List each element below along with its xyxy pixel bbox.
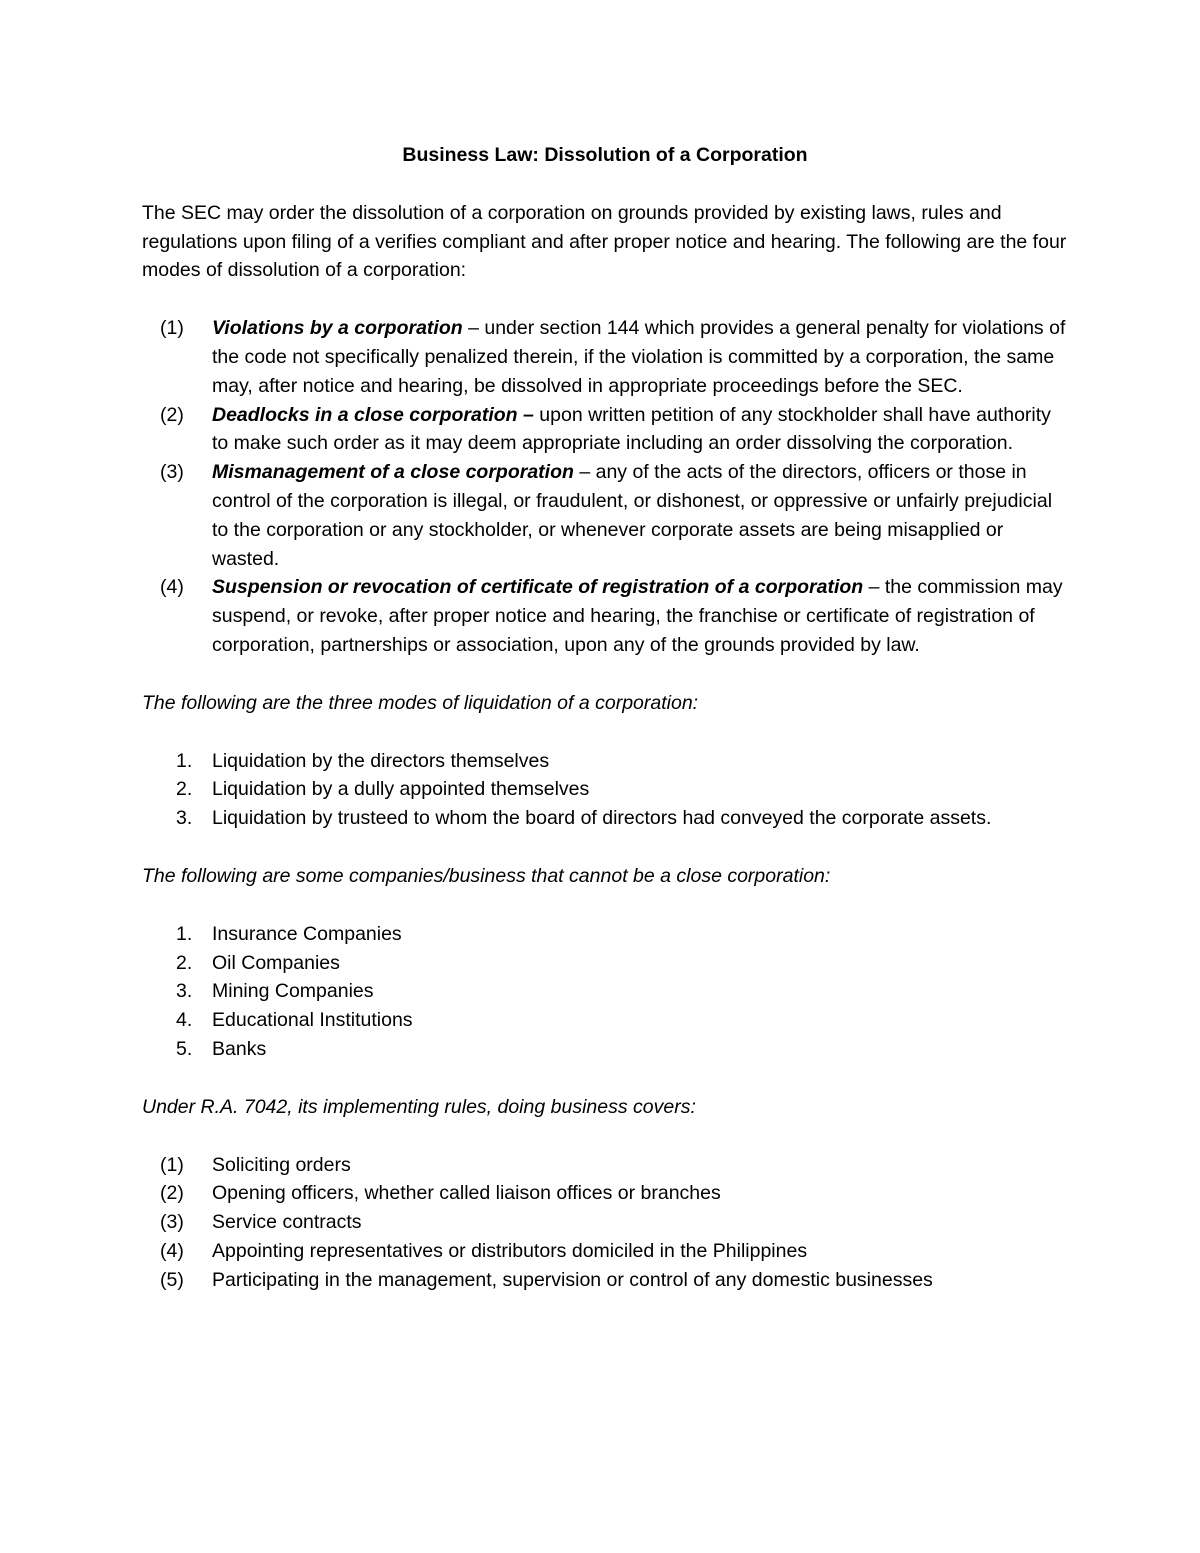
list-item-term: Mismanagement of a close corporation xyxy=(212,461,574,484)
list-item-number: (5) xyxy=(160,1268,184,1291)
list-item-number: 3. xyxy=(176,980,193,1003)
list-item-number: (1) xyxy=(160,1153,184,1176)
not-close-corporation-heading: The following are some companies/business that cannot be a close corporation: xyxy=(142,864,831,887)
list-item xyxy=(142,1237,1072,1266)
list-item-text: upon written petition of any stockholder shall have authority to make such order as it may deem appropriate including an order dissolving the corporation. xyxy=(212,403,1051,455)
dissolution-modes-list xyxy=(142,314,1072,660)
list-item xyxy=(142,949,1072,978)
list-item-text: Oil Companies xyxy=(212,951,340,974)
list-item-text: Service contracts xyxy=(212,1211,362,1234)
list-item-dash: – xyxy=(462,317,485,340)
list-item-number: 1. xyxy=(176,922,193,945)
list-item-text: Liquidation by a dully appointed themselves xyxy=(212,778,590,801)
list-item-number: 5. xyxy=(176,1037,193,1060)
list-item-text: any of the acts of the directors, officers or those in control of the corporation is illegal, or fraudulent, or dishonest, or oppressive or unfairly prejudicial to the corporation or any stockholder, or whenever corporate assets are being misapplied or wasted. xyxy=(212,461,1053,570)
list-item-text: Soliciting orders xyxy=(212,1153,351,1176)
list-item xyxy=(142,314,1072,400)
list-item-term: Deadlocks in a close corporation – xyxy=(212,403,534,426)
list-item xyxy=(142,573,1072,659)
list-item-term: Suspension or revocation of certificate of registration of a corporation xyxy=(212,576,864,599)
list-item xyxy=(142,1179,1072,1208)
list-item-number: (3) xyxy=(160,461,184,484)
list-item-text: Banks xyxy=(212,1037,267,1060)
doing-business-heading: Under R.A. 7042, its implementing rules, doing business covers: xyxy=(142,1095,696,1118)
list-item-text: the commission may suspend, or revoke, after proper notice and hearing, the franchise or certificate of registration of corporation, partnerships or association, upon any of the grounds provided by law. xyxy=(212,576,1063,656)
list-item xyxy=(142,1151,1072,1180)
list-item xyxy=(142,401,1072,459)
list-item-number: 1. xyxy=(176,749,193,772)
list-item-number: (4) xyxy=(160,576,184,599)
list-item-text: under section 144 which provides a general penalty for violations of the code not specifically penalized therein, if the violation is committed by a corporation, the same may, after notice and hearing, be dissolved in appropriate proceedings before the SEC. xyxy=(212,317,1066,397)
list-item-dash: – xyxy=(573,461,596,484)
list-item xyxy=(142,747,1072,776)
document-title: Business Law: Dissolution of a Corporation xyxy=(402,144,808,166)
list-item xyxy=(142,458,1072,573)
list-item xyxy=(142,1006,1072,1035)
liquidation-modes-list xyxy=(142,747,1072,833)
list-item-term: Violations by a corporation xyxy=(212,317,463,340)
document-page xyxy=(142,141,1072,1324)
list-item-number: 2. xyxy=(176,951,193,974)
list-item xyxy=(142,1266,1072,1295)
list-item-dash: – xyxy=(863,576,885,599)
list-item-number: (3) xyxy=(160,1211,184,1234)
list-item-text: Educational Institutions xyxy=(212,1009,413,1032)
doing-business-list xyxy=(142,1151,1072,1295)
list-item-number: 4. xyxy=(176,1009,193,1032)
list-item-text: Participating in the management, supervision or control of any domestic businesses xyxy=(212,1268,933,1291)
list-item-number: (2) xyxy=(160,1182,184,1205)
not-close-corporation-list xyxy=(142,920,1072,1064)
list-item-number: (1) xyxy=(160,317,184,340)
list-item-number: 2. xyxy=(176,778,193,801)
list-item-text: Mining Companies xyxy=(212,980,374,1003)
list-item-number: (2) xyxy=(160,403,184,426)
list-item xyxy=(142,1208,1072,1237)
list-item xyxy=(142,1035,1072,1064)
list-item xyxy=(142,804,1072,833)
liquidation-heading: The following are the three modes of liquidation of a corporation: xyxy=(142,691,699,714)
intro-paragraph: The SEC may order the dissolution of a corporation on grounds provided by existing laws, rules and regulations upon filing of a verifies compliant and after proper notice and hearing. The following are the four modes of dissolution of a corporation: xyxy=(142,201,1067,282)
list-item-number: 3. xyxy=(176,807,193,830)
list-item-text: Insurance Companies xyxy=(212,922,402,945)
list-item-text: Liquidation by trusteed to whom the board of directors had conveyed the corporate assets. xyxy=(212,807,992,830)
list-item xyxy=(142,977,1072,1006)
list-item xyxy=(142,775,1072,804)
list-item xyxy=(142,920,1072,949)
list-item-text: Opening officers, whether called liaison offices or branches xyxy=(212,1182,721,1205)
list-item-number: (4) xyxy=(160,1239,184,1262)
list-item-text: Liquidation by the directors themselves xyxy=(212,749,550,772)
list-item-text: Appointing representatives or distributors domiciled in the Philippines xyxy=(212,1239,808,1262)
